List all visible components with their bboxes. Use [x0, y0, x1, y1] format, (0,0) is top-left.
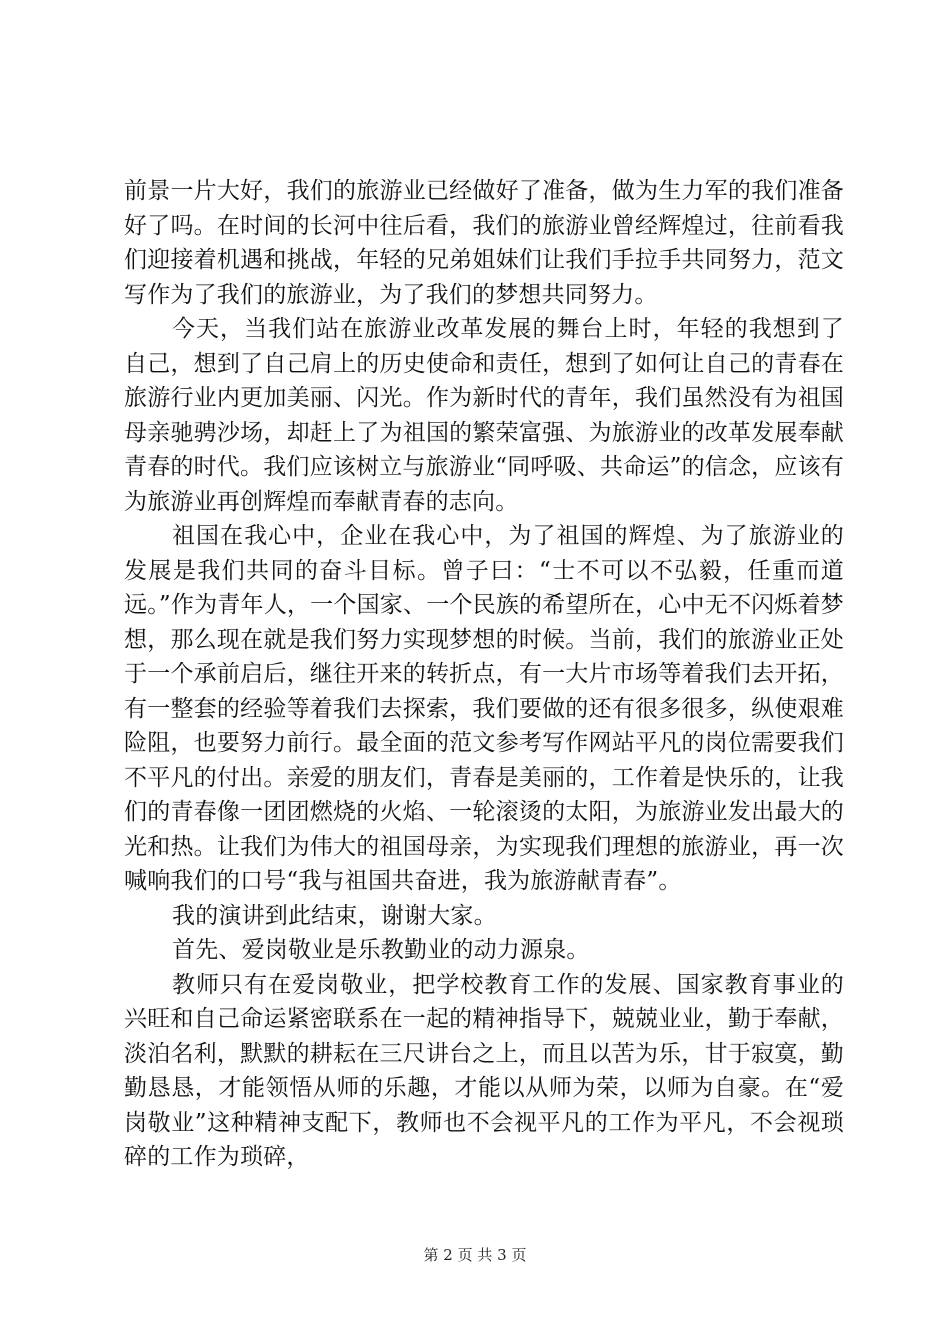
- paragraph-5: 首先、爱岗敬业是乐教勤业的动力源泉。: [172, 937, 590, 963]
- paragraph-4: 我的演讲到此结束，谢谢大家。: [172, 902, 497, 929]
- document-body: [124, 174, 844, 1175]
- paragraph-3: 祖国在我心中，企业在我心中，为了祖国的辉煌、为了旅游业的发展是我们共同的奋斗目标。曾子曰：“士不可以不弘毅，任重而道远。”作为青年人，一个国家、一个民族的希望所在，心中无不闪烁着梦想，那么现在就是我们努力实现梦想的时候。当前，我们的旅游业正处于一个承前启后，继往开来的转折点，有一大片市场等着我们去开拓，有一整套的经验等着我们去探索，我们要做的还有很多很多，纵使艰难险阻，也要努力前行。最全面的范文参考写作网站平凡的岗位需要我们不平凡的付出。亲爱的朋友们，青春是美丽的，工作着是快乐的，让我们的青春像一团团燃烧的火焰、一轮滚烫的太阳，为旅游业发出最大的光和热。让我们为伟大的祖国母亲，为实现我们理想的旅游业，再一次喊响我们的口号“我与祖国共奋进，我为旅游献青春”。: [124, 523, 844, 894]
- page-number-footer: 第 2 页 共 3 页: [423, 1246, 527, 1264]
- paragraph-1: 前景一片大好，我们的旅游业已经做好了准备，做为生力军的我们准备好了吗。在时间的长河中往后看，我们的旅游业曾经辉煌过，往前看我们迎接着机遇和挑战，年轻的兄弟姐妹们让我们手拉手共同努力，范文写作为了我们的旅游业，为了我们的梦想共同努力。: [124, 178, 844, 308]
- paragraph-6: 教师只有在爱岗敬业，把学校教育工作的发展、国家教育事业的兴旺和自己命运紧密联系在一起的精神指导下，兢兢业业，勤于奉献，淡泊名利，默默的耕耘在三尺讲台之上，而且以苦为乐，甘于寂寞，勤勤恳恳，才能领悟从师的乐趣，才能以从师为荣，以师为自豪。在“爱岗敬业”这种精神支配下，教师也不会视平凡的工作为平凡，不会视琐碎的工作为琐碎，: [124, 971, 844, 1170]
- paragraph-2: 今天，当我们站在旅游业改革发展的舞台上时，年轻的我想到了自己，想到了自己肩上的历史使命和责任，想到了如何让自己的青春在旅游行业内更加美丽、闪光。作为新时代的青年，我们虽然没有为祖国母亲驰骋沙场，却赶上了为祖国的繁荣富强、为旅游业的改革发展奉献青春的时代。我们应该树立与旅游业“同呼吸、共命运”的信念，应该有为旅游业再创辉煌而奉献青春的志向。: [124, 316, 844, 515]
